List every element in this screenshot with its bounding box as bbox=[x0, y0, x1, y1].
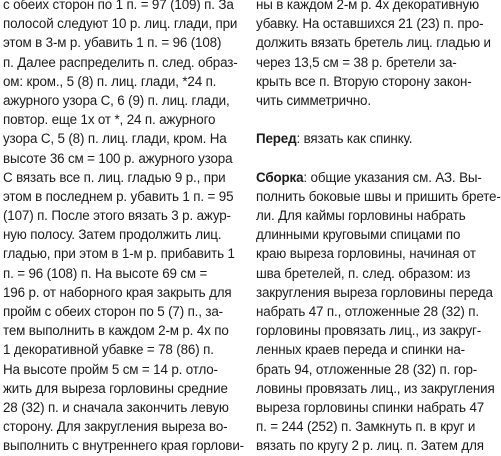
text-line: убавку. На оставшихся 21 (23) п. про- bbox=[256, 16, 484, 32]
text-line: через 13,5 см = 38 р. бретели за- bbox=[256, 54, 457, 70]
text-line: На высоте пройм 5 см = 14 р. отло- bbox=[3, 361, 218, 377]
right-text-column bbox=[256, 0, 501, 456]
text-line: ленных краев переда и спинки на- bbox=[256, 342, 465, 358]
front-paragraph bbox=[256, 129, 497, 148]
front-heading: Перед bbox=[256, 131, 297, 147]
text-line: высоте 36 см = 100 р. ажурного узора bbox=[3, 150, 233, 166]
text-line: тем выполнить в каждом 2-м р. 4х по bbox=[3, 323, 229, 339]
text-line: повтор. еще 1х от *, 24 п. ажурного bbox=[3, 112, 216, 128]
text-line: 28 (32) п. и сначала закончить левую bbox=[3, 399, 229, 415]
text-line: выполнить с внутреннего края горлови- bbox=[3, 438, 244, 454]
text-line: с обеих сторон по 1 п. = 97 (109) п. За bbox=[3, 0, 234, 12]
text-line: горловины провязать лиц., из закруг- bbox=[256, 323, 482, 339]
text-line: ны в каждом 2-м р. 4х декоративную bbox=[256, 0, 479, 12]
text-line: должить вязать бретель лиц. гладью и bbox=[256, 35, 491, 51]
text-line: чить симметрично. bbox=[256, 92, 371, 108]
text-line: п. Далее распределить п. след. образ- bbox=[3, 54, 238, 70]
text-line: полосой следуют 10 р. лиц. глади, при bbox=[3, 16, 238, 32]
text-line: п. = 244 (252) п. Замкнуть п. в круг и bbox=[256, 419, 476, 435]
text-line: 1 декоративной убавке = 78 (86) п. bbox=[3, 342, 214, 358]
text-line: крыть все п. Вторую сторону закон- bbox=[256, 73, 472, 89]
assembly-heading: Сборка bbox=[256, 169, 304, 185]
text-line: ом: кром., 5 (8) п. лиц. глади, *24 п. bbox=[3, 73, 217, 89]
text-line: краю выреза горловины, начиная от bbox=[256, 246, 476, 262]
text-line: выреза горловины спинки набрать 47 bbox=[256, 399, 485, 415]
text-line: ную полосу. Затем продолжить лиц. bbox=[3, 227, 222, 243]
text-line: шва бретелей, п. след. образом: из bbox=[256, 265, 471, 281]
text-line: 196 р. от наборного края закрыть для bbox=[3, 284, 232, 300]
text-line: полнить боковые швы и пришить брете- bbox=[256, 188, 501, 204]
text-line: (107) п. После этого вязать 3 р. ажур- bbox=[3, 208, 231, 224]
text-line: ловины провязать лиц., из закругления bbox=[256, 380, 495, 396]
left-text-column bbox=[3, 0, 247, 456]
text-line: этом в 3-м р. убавить 1 п. = 96 (108) bbox=[3, 35, 222, 51]
text-line: брать 94, отложенные 28 (32) п. гор- bbox=[256, 361, 478, 377]
text-line: п. = 96 (108) п. На высоте 69 см = bbox=[3, 265, 208, 281]
text-line: длинными круговыми спицами по bbox=[256, 227, 461, 243]
paragraph-gap bbox=[256, 149, 497, 168]
assembly-first-line-text: : общие указания см. АЗ. Вы- bbox=[303, 169, 482, 185]
text-line: закругления выреза горловины переда bbox=[256, 284, 493, 300]
paragraph-gap bbox=[256, 110, 497, 129]
text-line: вязать по кругу 2 р. лиц. п. Затем для bbox=[256, 438, 484, 454]
text-line: пройм с обеих сторон по 5 (7) п., за- bbox=[3, 304, 223, 319]
text-line: набрать 47 п., отложенные 28 (32) п. bbox=[256, 304, 479, 319]
text-line: С вязать все п. лиц. гладью 9 р., при bbox=[3, 169, 226, 185]
text-line: жить для выреза горловины средние bbox=[3, 380, 228, 396]
text-line: этом в последнем р. убавить 1 п. = 95 bbox=[3, 188, 234, 204]
text-line: ажурного узора С, 6 (9) п. лиц. глади, bbox=[3, 92, 230, 108]
text-line: ли. Для каймы горловины набрать bbox=[256, 208, 466, 224]
text-line: узора С, 5 (8) п. лиц. глади, кром. На bbox=[3, 131, 227, 147]
front-text: : вязать как спинку. bbox=[296, 131, 413, 147]
text-line: сторону. Для закругления выреза во- bbox=[3, 419, 228, 435]
text-line: гладью, при этом в 1-м р. прибавить 1 bbox=[3, 246, 235, 262]
assembly-first-line bbox=[256, 168, 497, 187]
